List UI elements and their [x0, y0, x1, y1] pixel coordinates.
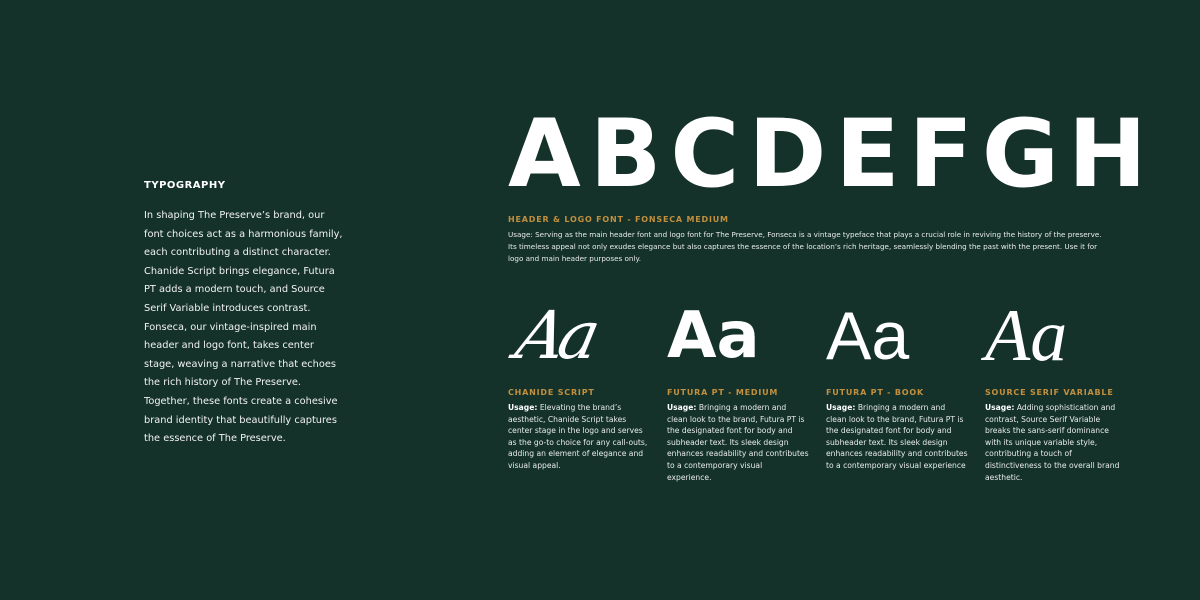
font-sample-futura-medium: [667, 296, 809, 483]
font-usage: [667, 402, 809, 483]
header-font-block: [508, 215, 1108, 264]
font-label: FUTURA PT - BOOK: [826, 388, 924, 397]
font-label: FUTURA PT - MEDIUM: [667, 388, 779, 397]
typography-intro-column: [144, 180, 344, 449]
usage-prefix: Usage:: [508, 403, 538, 412]
font-glyph: Aa: [667, 299, 760, 373]
font-glyph: Aa: [826, 298, 910, 374]
usage-text: Adding sophistication and contrast, Source Serif Variable breaks the sans-serif dominance with its unique variable style, contributing a touch of distinctiveness to the overall brand aesthetic.: [985, 403, 1120, 482]
header-font-description: Usage: Serving as the main header font and logo font for The Preserve, Fonseca is a vintage typeface that plays a crucial role in reviving the history of the preserve. Its timeless appeal not only exudes elegance but also captures the essence of the location’s rich heritage, seamlessly blending the past with the present. Use it for logo and main header purposes only.: [508, 230, 1102, 263]
intro-paragraph: In shaping The Preserve’s brand, our font choices act as a harmonious family, each contributing a distinct character. Chanide Script brings elegance, Futura PT adds a modern touch, and Source Serif Variable introduces contrast. Fonseca, our vintage-inspired main header and logo font, takes center stage, weaving a narrative that echoes the rich history of The Preserve. Together, these fonts create a cohesive brand identity that beautifully captures the essence of The Preserve.: [144, 210, 343, 445]
usage-text: Bringing a modern and clean look to the brand, Futura PT is the designated font for body and subheader text. Its sleek design enhances readability and contributes to a contemporary visual experience: [826, 403, 968, 470]
section-title: TYPOGRAPHY: [144, 180, 226, 191]
font-usage: [985, 402, 1127, 483]
font-label: SOURCE SERIF VARIABLE: [985, 388, 1114, 397]
font-sample-source-serif: [985, 296, 1127, 483]
font-usage: [826, 402, 968, 472]
usage-prefix: Usage:: [667, 403, 697, 412]
font-label: CHANIDE SCRIPT: [508, 388, 595, 397]
usage-text: Bringing a modern and clean look to the brand, Futura PT is the designated font for body and subheader text. Its sleek design enhances readability and contributes to a contemporary visual experience.: [667, 403, 809, 482]
header-font-label: HEADER & LOGO FONT - FONSECA MEDIUM: [508, 215, 729, 224]
font-glyph: Aa: [509, 297, 602, 374]
usage-prefix: Usage:: [985, 403, 1015, 412]
usage-prefix: Usage:: [826, 403, 856, 412]
font-sample-chanide-script: [508, 296, 650, 472]
font-usage: [508, 402, 650, 472]
font-sample-futura-book: [826, 296, 968, 472]
usage-text: Elevating the brand’s aesthetic, Chanide Script takes center stage in the logo and serves as the go-to choice for any call-outs, adding an element of elegance and visual appeal.: [508, 403, 648, 470]
font-glyph: Aa: [985, 295, 1068, 377]
font-samples: [508, 296, 1148, 496]
header-font-specimen: ABCDEFGH: [508, 100, 1156, 209]
